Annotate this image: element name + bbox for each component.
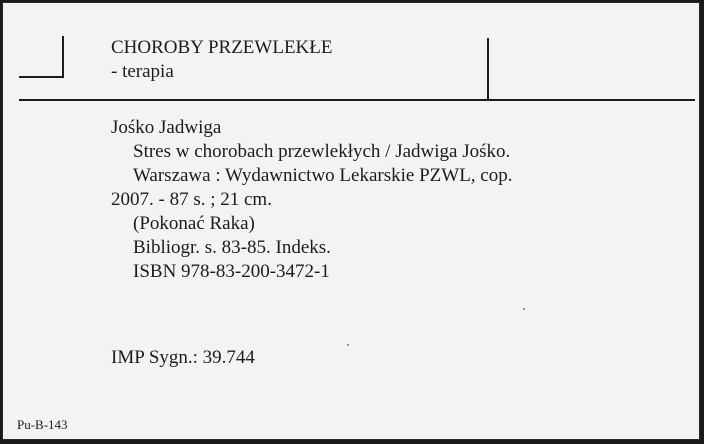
speck (347, 344, 349, 346)
isbn: ISBN 978-83-200-3472-1 (133, 261, 330, 282)
date-extent: 2007. - 87 s. ; 21 cm. (111, 189, 272, 210)
series-statement: (Pokonać Raka) (133, 213, 255, 234)
title-statement: Stres w chorobach przewlekłych / Jadwiga Jośko. (133, 141, 511, 162)
subject-heading: CHOROBY PRZEWLEKŁE (111, 37, 333, 58)
card-id: Pu-B-143 (17, 417, 68, 432)
publication-statement: Warszawa : Wydawnictwo Lekarskie PZWL, cop. (133, 165, 513, 186)
speck (523, 308, 525, 310)
notes: Bibliogr. s. 83-85. Indeks. (133, 237, 331, 258)
author-heading: Jośko Jadwiga (111, 117, 222, 138)
subject-subdivision: - terapia (111, 61, 174, 82)
call-number: IMP Sygn.: 39.744 (111, 347, 255, 368)
horizontal-rule (19, 99, 695, 101)
corner-mark (19, 36, 64, 78)
vertical-rule (487, 38, 489, 100)
catalog-card (2, 2, 700, 440)
